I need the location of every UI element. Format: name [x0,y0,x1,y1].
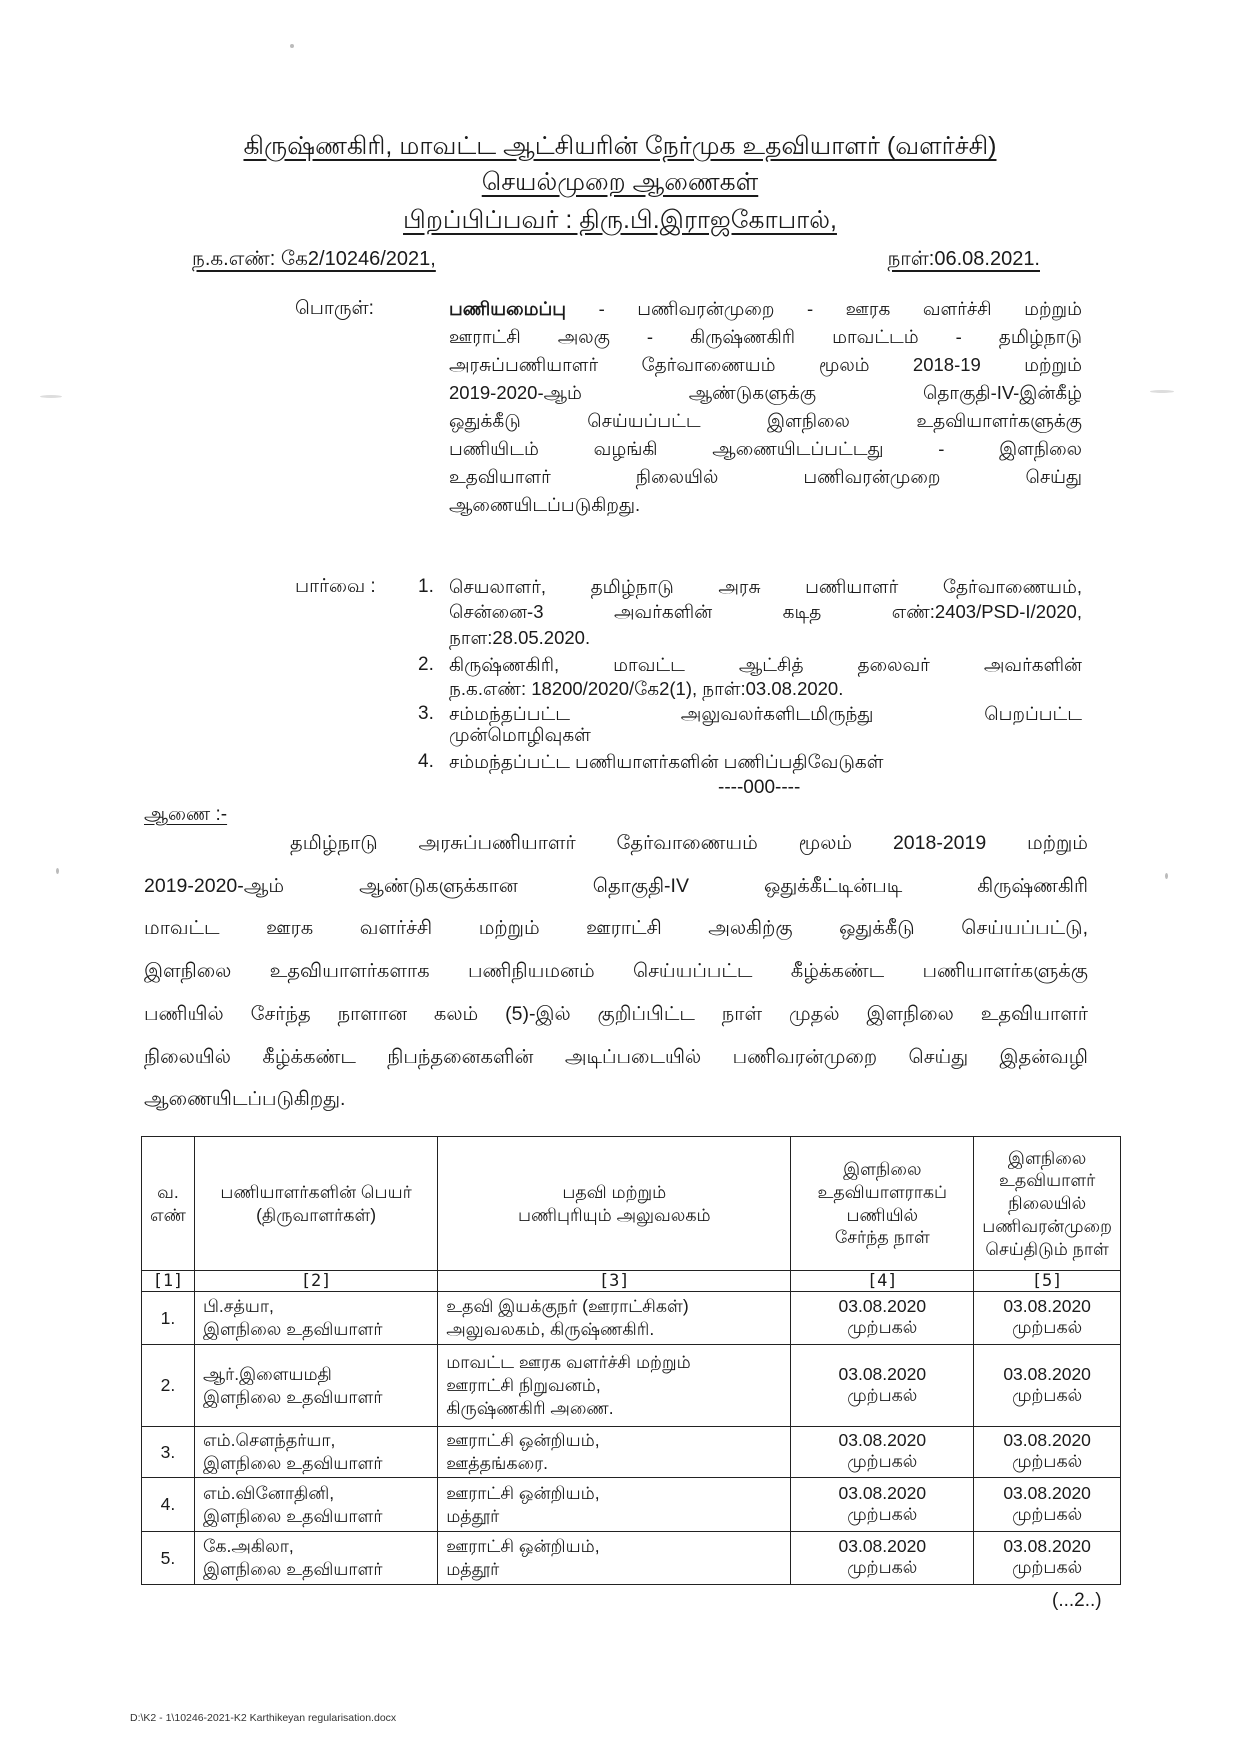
column-number: [4] [791,1271,974,1292]
joining-date: 03.08.2020 முற்பகல் [791,1478,974,1532]
reference-number: 3. [418,703,434,724]
reference-line: ந.க.எண்: 18200/2020/கே2(1), நாள்:03.08.2020. [449,678,844,699]
scan-speck [290,44,294,48]
regularisation-date: 03.08.2020 முற்பகல் [974,1345,1121,1427]
table-row [142,1292,1121,1345]
reference-line: செயலாளர், தமிழ்நாடு அரசு பணியாளர் தேர்வாணையம், [449,576,1082,597]
post-office: ஊராட்சி ஒன்றியம், மத்தூர் [438,1532,791,1585]
subject-line: பணியிடம் வழங்கி ஆணையிடப்பட்டது - இளநிலை [449,438,1082,459]
table-header-cell: இளநிலை உதவியாளராகப் பணியில் சேர்ந்த நாள் [791,1137,974,1271]
column-number: [5] [974,1271,1121,1292]
column-number: [3] [438,1271,791,1292]
order-line: ஆணையிடப்படுகிறது. [144,1088,346,1111]
employee-name: எம்.வினோதினி, இளநிலை உதவியாளர் [194,1478,437,1532]
joining-date: 03.08.2020 முற்பகல் [791,1345,974,1427]
subject-line: 2019-2020-ஆம் ஆண்டுகளுக்கு தொகுதி-IV-இன்கீழ் [449,382,1082,403]
employee-name: ஆர்.இளையமதி இளநிலை உதவியாளர் [194,1345,437,1427]
table-row [142,1532,1121,1585]
subject-line: உதவியாளர் நிலையில் பணிவரன்முறை செய்து [449,466,1082,487]
reference-number: 1. [418,576,434,597]
subject-line: ஆணையிடப்படுகிறது. [449,494,641,515]
order-line: இளநிலை உதவியாளர்களாக பணிநியமனம் செய்யப்பட்ட கீழ்க்கண்ட பணியாளர்களுக்கு [144,960,1088,983]
column-number-row [142,1271,1121,1292]
office-title-text: கிருஷ்ணகிரி, மாவட்ட ஆட்சியரின் நேர்முக உதவியாளர் (வளர்ச்சி) [243,132,997,160]
post-office: ஊராட்சி ஒன்றியம், ஊத்தங்கரை. [438,1427,791,1478]
order-line: 2019-2020-ஆம் ஆண்டுகளுக்கான தொகுதி-IV ஒதுக்கீட்டின்படி கிருஷ்ணகிரி [144,874,1088,897]
scan-speck [56,868,59,874]
serial-number: 4. [142,1478,195,1532]
subject-line [449,298,1082,322]
scan-speck [1165,873,1168,879]
subject-line: அரசுப்பணியாளர் தேர்வாணையம் மூலம் 2018-19 மற்றும் [449,354,1082,375]
staff-table [141,1136,1121,1585]
reference-line: கிருஷ்ணகிரி, மாவட்ட ஆட்சித் தலைவர் அவர்களின் [449,654,1082,675]
subject-text: - பணிவரன்முறை - ஊரக வளர்ச்சி மற்றும் [566,298,1082,319]
order-line: மாவட்ட ஊரக வளர்ச்சி மற்றும் ஊராட்சி அலகிற்கு ஒதுக்கீடு செய்யப்பட்டு, [144,917,1088,940]
table-row [142,1427,1121,1478]
joining-date: 03.08.2020 முற்பகல் [791,1532,974,1585]
joining-date: 03.08.2020 முற்பகல் [791,1292,974,1345]
order-line: பணியில் சேர்ந்த நாளான கலம் (5)-இல் குறிப்பிட்ட நாள் முதல் இளநிலை உதவியாளர் [144,1002,1088,1025]
regularisation-date: 03.08.2020 முற்பகல் [974,1478,1121,1532]
order-date: நாள்:06.08.2021. [887,248,1040,270]
office-title [0,132,1240,164]
references-label: பார்வை : [295,576,376,597]
table-row [142,1478,1121,1532]
regularisation-date: 03.08.2020 முற்பகல் [974,1532,1121,1585]
table-header-cell: வ. எண் [142,1137,195,1271]
subject-line: ஒதுக்கீடு செய்யப்பட்ட இளநிலை உதவியாளர்களுக்கு [449,410,1082,431]
proceedings-title [0,168,1240,200]
post-office: உதவி இயக்குநர் (ஊராட்சிகள்) அலுவலகம், கிருஷ்ணகிரி. [438,1292,791,1345]
table-header-row [142,1137,1121,1271]
subject-bold-lead: பணியமைப்பு [449,298,567,319]
column-number: [1] [142,1271,195,1292]
employee-name: பி.சத்யா, இளநிலை உதவியாளர் [194,1292,437,1345]
post-office: ஊராட்சி ஒன்றியம், மத்தூர் [438,1478,791,1532]
reference-line: சம்மந்தப்பட்ட அலுவலர்களிடமிருந்து பெறப்பட்ட [449,703,1082,724]
regularisation-date: 03.08.2020 முற்பகல் [974,1427,1121,1478]
serial-number: 5. [142,1532,195,1585]
table-header-cell: பணியாளர்களின் பெயர் (திருவாளர்கள்) [194,1137,437,1271]
order-label: ஆணை :- [144,804,228,825]
serial-number: 2. [142,1345,195,1427]
reference-number: 4. [418,751,434,772]
employee-name: எம்.சௌந்தர்யா, இளநிலை உதவியாளர் [194,1427,437,1478]
reference-line: சென்னை-3 அவர்களின் கடித எண்:2403/PSD-I/2020, [449,601,1082,622]
reference-number: 2. [418,654,434,675]
order-line: தமிழ்நாடு அரசுப்பணியாளர் தேர்வாணையம் மூலம் 2018-2019 மற்றும் [290,832,1088,854]
reference-number: ந.க.எண்: கே2/10246/2021, [192,248,436,270]
table-row [142,1345,1121,1427]
subject-label: பொருள்: [295,298,374,319]
separator: ----000---- [718,777,801,798]
order-line: நிலையில் கீழ்க்கண்ட நிபந்தனைகளின் அடிப்படையில் பணிவரன்முறை செய்து இதன்வழி [144,1045,1088,1068]
post-office: மாவட்ட ஊரக வளர்ச்சி மற்றும் ஊராட்சி நிறுவனம், கிருஷ்ணகிரி அணை. [438,1345,791,1427]
issuer-text: பிறப்பிப்பவர் : திரு.பி.இராஜகோபால், [403,206,837,234]
serial-number: 1. [142,1292,195,1345]
employee-name: கே.அகிலா, இளநிலை உதவியாளர் [194,1532,437,1585]
column-number: [2] [194,1271,437,1292]
reference-line: முன்மொழிவுகள் [449,724,591,745]
serial-number: 3. [142,1427,195,1478]
reference-line: சம்மந்தப்பட்ட பணியாளர்களின் பணிப்பதிவேடுகள் [449,751,884,772]
file-path-footer: D:\K2 - 1\10246-2021-K2 Karthikeyan regularisation.docx [130,1712,397,1724]
joining-date: 03.08.2020 முற்பகல் [791,1427,974,1478]
table-header-cell: பதவி மற்றும் பணிபுரியும் அலுவலகம் [438,1137,791,1271]
scan-speck [1150,390,1174,393]
table-header-cell: இளநிலை உதவியாளர் நிலையில் பணிவரன்முறை செய்திடும் நாள் [974,1137,1121,1271]
issuer-line [0,206,1240,238]
reference-line: நாள:28.05.2020. [449,627,591,648]
subject-line: ஊராட்சி அலகு - கிருஷ்ணகிரி மாவட்டம் - தமிழ்நாடு [449,326,1082,347]
regularisation-date: 03.08.2020 முற்பகல் [974,1292,1121,1345]
scan-speck [40,395,62,398]
proceedings-title-text: செயல்முறை ஆணைகள் [481,168,759,196]
continuation-marker: (...2..) [1052,1590,1102,1611]
